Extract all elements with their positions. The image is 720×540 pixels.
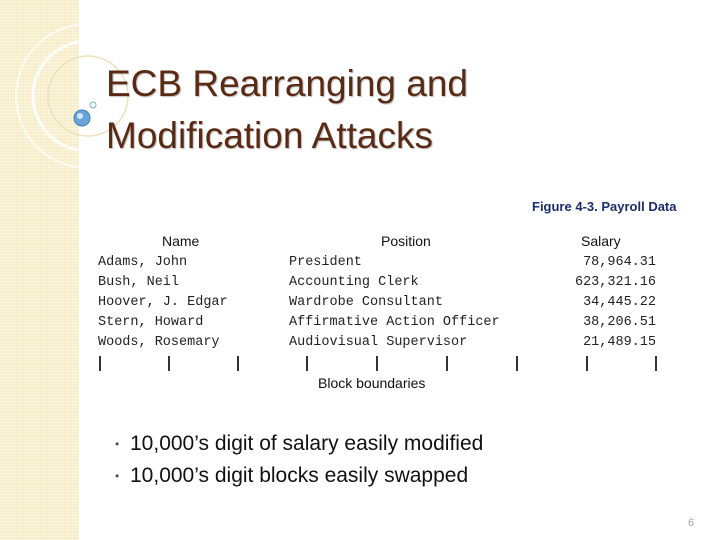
cell-salary: 623,321.16 bbox=[574, 275, 656, 290]
bullet-item bbox=[115, 460, 483, 492]
cell-position: Affirmative Action Officer bbox=[289, 315, 500, 330]
bullet-text: 10,000’s digit of salary easily modified bbox=[130, 432, 484, 455]
block-boundary-tick bbox=[655, 356, 657, 371]
slide-title bbox=[106, 58, 666, 162]
cell-position: Accounting Clerk bbox=[289, 275, 419, 290]
bullet-dot-icon: • bbox=[115, 437, 120, 451]
block-boundary-tick bbox=[306, 356, 308, 371]
bullet-dot-icon: • bbox=[115, 469, 120, 483]
cell-name: Bush, Neil bbox=[98, 275, 180, 290]
header-position: Position bbox=[381, 233, 431, 249]
bullet-item bbox=[115, 428, 483, 460]
bullet-text: 10,000’s digit blocks easily swapped bbox=[130, 464, 469, 487]
block-boundary-tick bbox=[237, 356, 239, 371]
side-band-pattern bbox=[0, 0, 79, 540]
cell-name: Stern, Howard bbox=[98, 315, 204, 330]
header-salary: Salary bbox=[581, 233, 621, 249]
block-boundary-tick bbox=[168, 356, 170, 371]
figure-caption: Figure 4-3. Payroll Data bbox=[532, 199, 677, 214]
block-boundary-tick bbox=[99, 356, 101, 371]
title-line-2: Modification Attacks bbox=[106, 115, 433, 156]
cell-name: Woods, Rosemary bbox=[98, 335, 220, 350]
block-boundary-tick bbox=[516, 356, 518, 371]
header-name: Name bbox=[162, 233, 200, 249]
block-boundary-tick bbox=[446, 356, 448, 371]
page-number: 6 bbox=[688, 517, 695, 529]
cell-salary: 38,206.51 bbox=[583, 315, 656, 330]
cell-position: Audiovisual Supervisor bbox=[289, 335, 468, 350]
bullet-list bbox=[115, 428, 483, 492]
cell-salary: 21,489.15 bbox=[583, 335, 656, 350]
cell-name: Hoover, J. Edgar bbox=[98, 295, 228, 310]
cell-salary: 34,445.22 bbox=[583, 295, 656, 310]
title-line-1: ECB Rearranging and bbox=[106, 63, 468, 104]
block-boundary-tick bbox=[376, 356, 378, 371]
cell-position: Wardrobe Consultant bbox=[289, 295, 443, 310]
cell-name: Adams, John bbox=[98, 255, 188, 270]
cell-salary: 78,964.31 bbox=[583, 255, 656, 270]
block-boundary-tick bbox=[586, 356, 588, 371]
cell-position: President bbox=[289, 255, 362, 270]
block-boundaries-label: Block boundaries bbox=[318, 375, 426, 391]
